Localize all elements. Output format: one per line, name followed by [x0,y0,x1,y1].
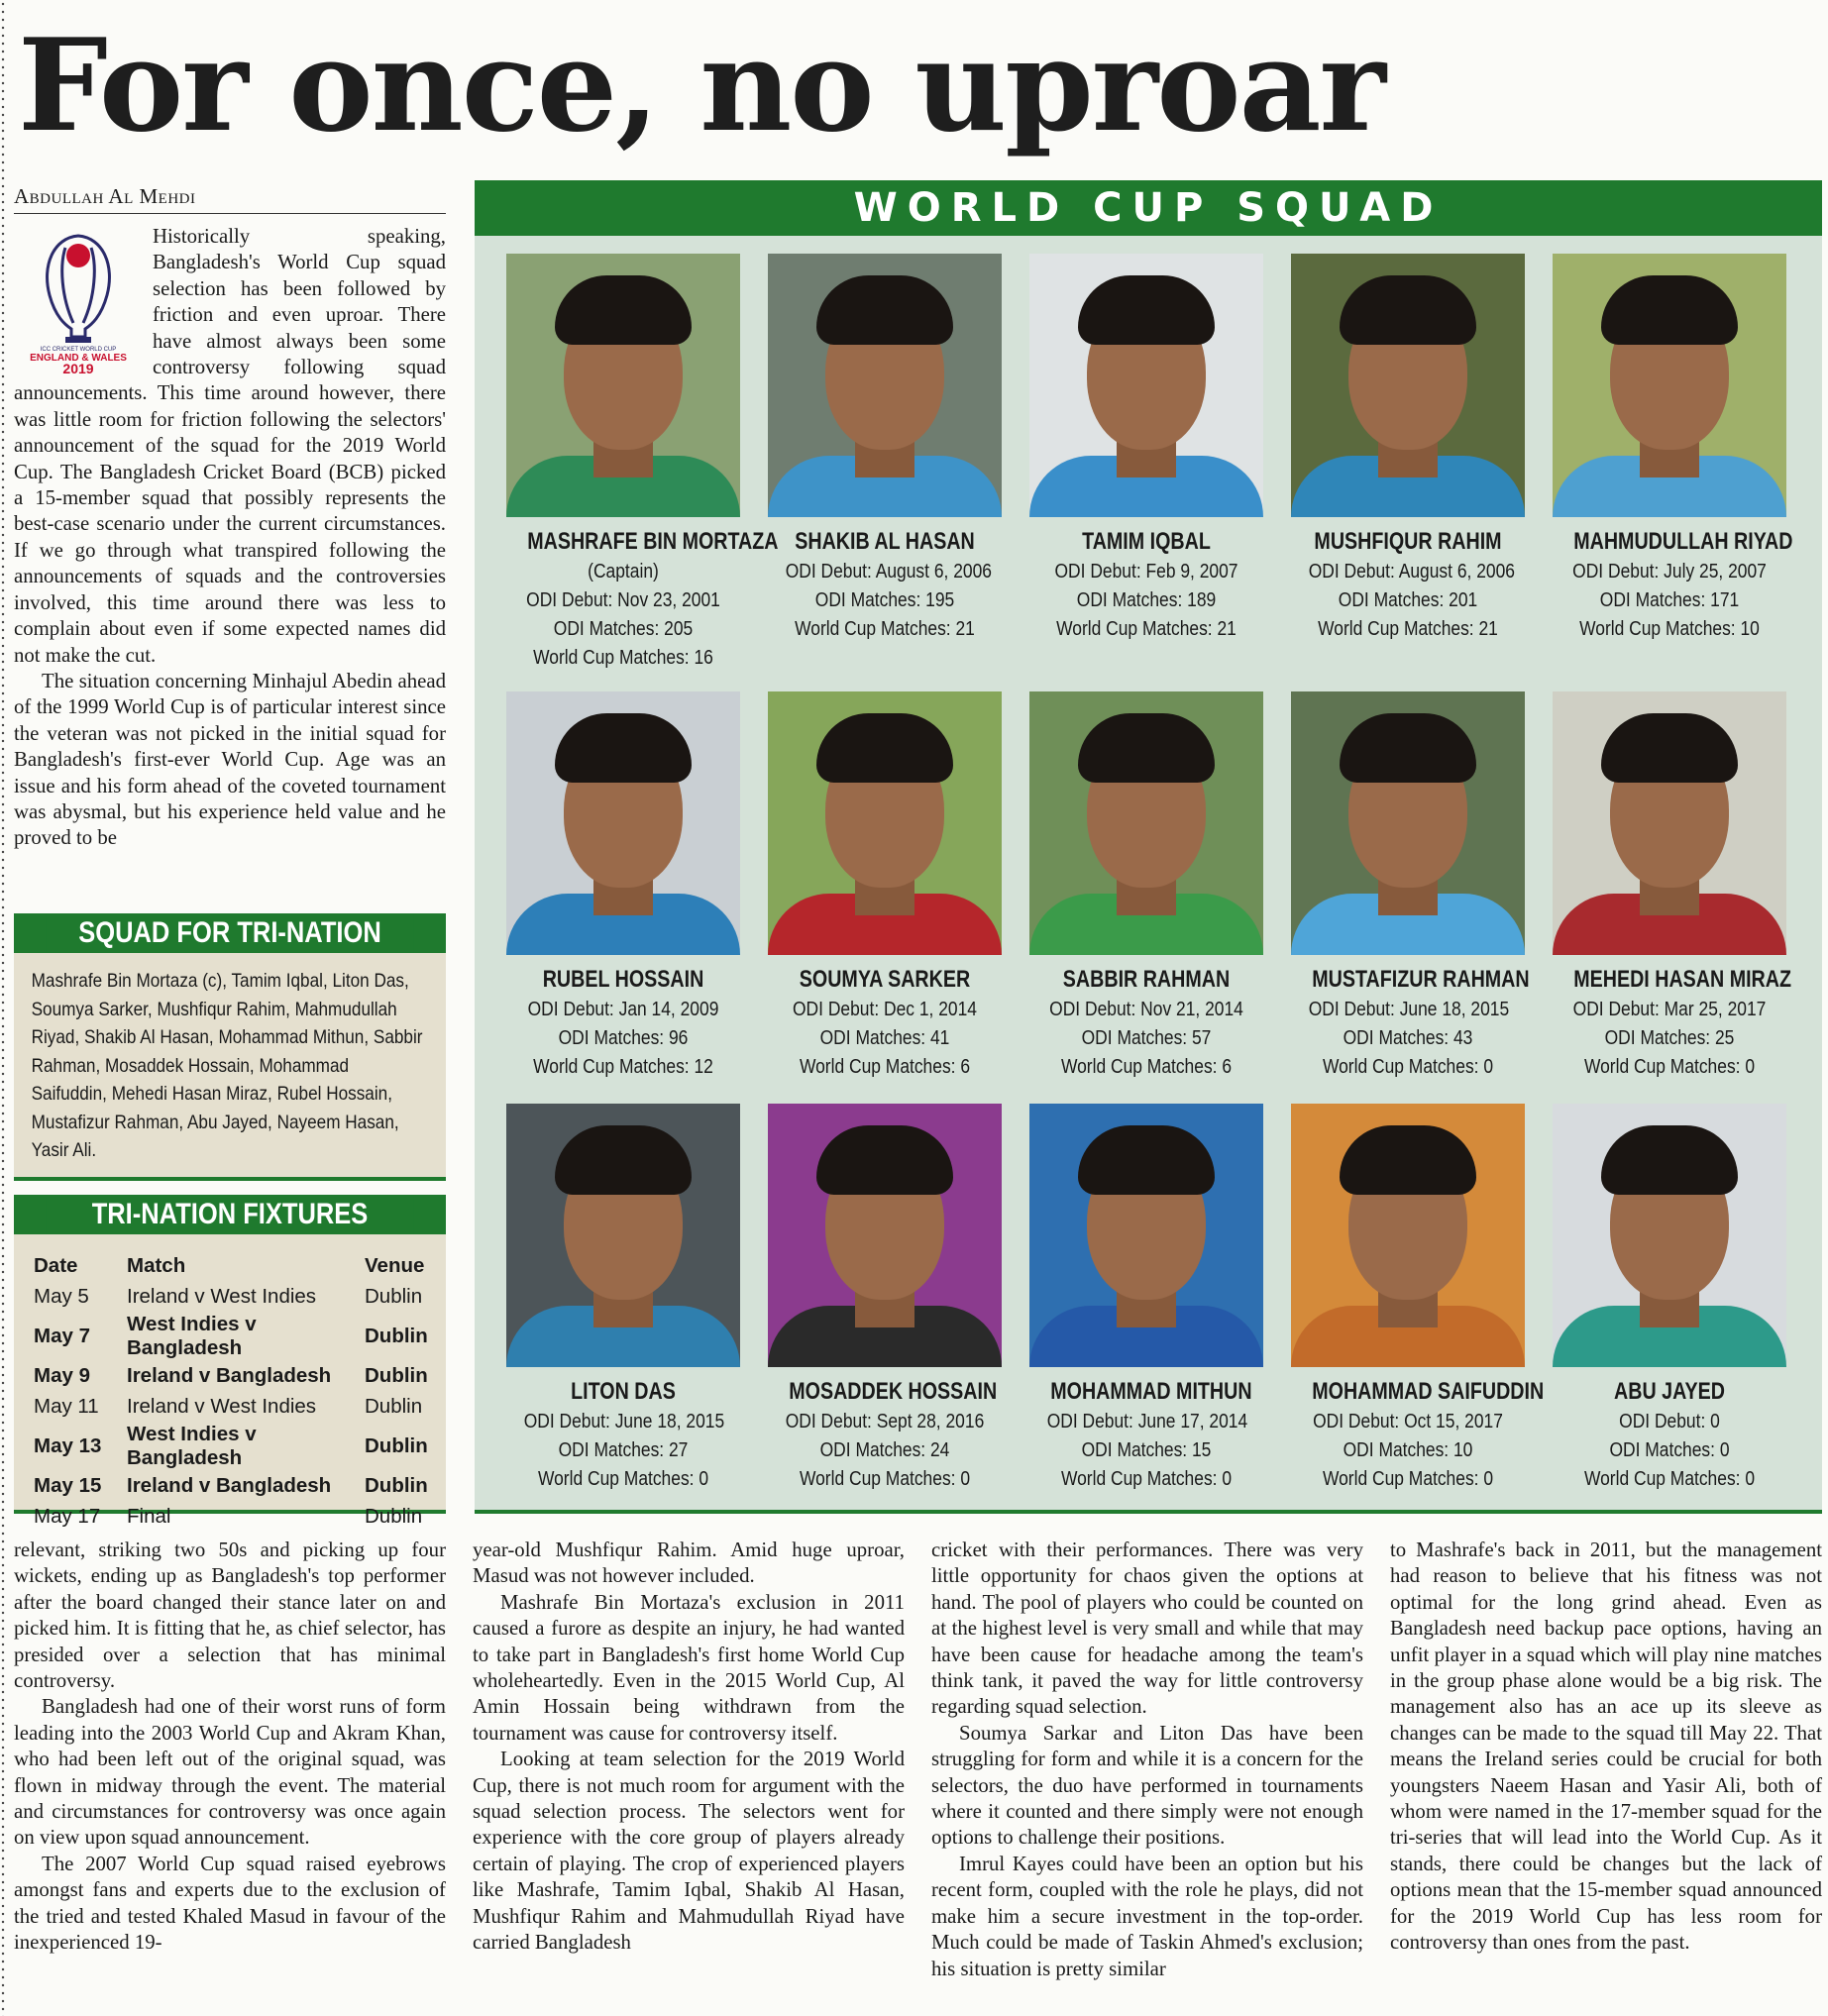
player-photo [1291,1104,1525,1367]
world-cup-logo [14,226,143,374]
player-stat-line: ODI Debut: Dec 1, 2014 [793,998,977,1020]
player-stat-line: World Cup Matches: 12 [533,1055,713,1078]
player-stat-line: World Cup Matches: 0 [1583,1467,1756,1490]
fixture-row [34,1360,438,1392]
player-photo [1029,254,1263,517]
player-card [506,1104,740,1493]
article-column-4 [1390,1538,1822,1957]
player-card [1553,691,1791,1081]
player-stat-line: ODI Debut: August 6, 2006 [1308,560,1515,583]
col3-paragraph-3: Imrul Kayes could have been an option but his recent form, coupled with the role he plays, did not make him a secure investment in the top-order. Much could be made of Taskin Ahmed's exclusion; his situation is pretty similar [931,1852,1363,1980]
fixture-venue: Dublin [365,1434,428,1457]
squad-box-title: SQUAD FOR TRI-NATION [47,913,414,953]
player-card [1291,691,1530,1081]
player-photo [506,691,740,955]
fixture-match: Final [127,1505,171,1529]
player-stat-line: ODI Matches: 41 [819,1026,950,1049]
player-stat-line: ODI Debut: Oct 15, 2017 [1313,1410,1503,1432]
player-photo [768,254,1002,517]
player-name: MOHAMMAD MITHUN [1050,1378,1252,1405]
player-stat-line: World Cup Matches: 0 [799,1467,971,1490]
player-stat-line: ODI Matches: 57 [1081,1026,1212,1049]
fixture-venue: Dublin [365,1285,423,1309]
player-stat-line: ODI Matches: 15 [1081,1438,1212,1461]
fixture-venue: Dublin [365,1325,428,1347]
fixtures-header-venue: Venue [365,1253,425,1277]
player-stat-line: ODI Matches: 189 [1076,588,1217,611]
player-stat-line: World Cup Matches: 6 [1060,1055,1233,1078]
tri-nation-fixtures-box [14,1195,446,1529]
player-card [506,254,779,672]
fixture-venue: Dublin [365,1395,423,1419]
fixtures-header-match: Match [127,1253,186,1277]
player-photo [768,1104,1002,1367]
col3-paragraph-1: cricket with their performances. There was very little opportunity for chaos given the options at hand. The pool of players who could be counted on at the highest level is very small and while that may have been cause for headache among the team's think tank, it paved the way for little controversy regarding squad selection. [931,1539,1363,1719]
player-photo [1291,691,1525,955]
world-cup-squad-panel [475,180,1822,1514]
player-name: MAHMUDULLAH RIYAD [1573,528,1793,555]
col1-paragraph-1: relevant, striking two 50s and picking up four wickets, ending up as Bangladesh's top performer after the board changed their stance later on and picked him. It is fitting that he, as chief selector, has presided over a selection that has minimal controversy. [14,1539,446,1693]
player-stat-line: ODI Debut: June 18, 2015 [523,1410,725,1432]
player-stat-line: ODI Debut: 0 [1619,1410,1720,1432]
player-stat-line: World Cup Matches: 0 [1060,1467,1233,1490]
article-column-3 [931,1538,1363,1982]
squad-panel-title: WORLD CUP SQUAD [475,180,1822,236]
player-name: MOSADDEK HOSSAIN [789,1378,998,1405]
fixtures-title: TRI-NATION FIXTURES [47,1195,414,1234]
fixture-match: Ireland v Bangladesh [127,1363,332,1387]
fixture-match: Ireland v West Indies [127,1395,317,1419]
player-stat-line: World Cup Matches: 0 [1322,1467,1494,1490]
player-card [768,1104,1002,1493]
player-stat-line: ODI Debut: Nov 23, 2001 [526,588,720,611]
player-stat-line: ODI Debut: Feb 9, 2007 [1054,560,1238,583]
player-name: MUSHFIQUR RAHIM [1314,528,1502,555]
fixture-match: Ireland v West Indies [127,1285,317,1309]
player-card [1029,254,1263,643]
player-stat-line: World Cup Matches: 10 [1579,617,1760,640]
player-name: MUSTAFIZUR RAHMAN [1312,966,1530,993]
player-card [768,691,1002,1081]
player-stat-line: ODI Debut: Nov 21, 2014 [1049,998,1243,1020]
logo-line-2: ENGLAND & WALES [30,353,127,364]
article-column-1 [14,1538,446,1957]
fixture-venue: Dublin [365,1473,428,1497]
col2-paragraph-2: Mashrafe Bin Mortaza's exclusion in 2011 caused a furore as despite an injury, he had wanted to take part in Bangladesh's first home World Cup wholeheartedly. Even in the 2015 World Cup, Al Amin Hossain being withdrawn from the tournament was cause for controversy itself. [473,1590,905,1745]
player-card [1553,1104,1786,1493]
fixture-venue: Dublin [365,1505,423,1529]
player-name: LITON DAS [571,1378,676,1405]
article-column-2 [473,1538,905,1957]
player-photo [506,1104,740,1367]
fixture-venue: Dublin [365,1363,428,1387]
fixture-row [34,1502,438,1534]
col1-paragraph-3: The 2007 World Cup squad raised eyebrows amongst fans and experts due to the exclusion of the tried and tested Khaled Masud in favour of the inexperienced 19- [14,1852,446,1955]
intro-paragraph-1: Historically speaking, Bangladesh's World Cup squad selection has been followed by friction and even uproar. There have almost always been some controversy following squad announcements. This time around however, there was little room for friction following the selectors' announcement of the squad for the 2019 World Cup. The Bangladesh Cricket Board (BCB) picked a 15-member squad that possibly represents the best-case scenario under the current circumstances. If we go through what transpired following the announcements of squads and the controversies involved, this time around there was less to complain about even if some expected names did not make the cut. [14,225,446,667]
player-name: ABU JAYED [1614,1378,1725,1405]
player-name: RUBEL HOSSAIN [542,966,704,993]
squad-box-text: Mashrafe Bin Mortaza (c), Tamim Iqbal, Liton Das, Soumya Sarker, Mushfiqur Rahim, Mahmudullah Riyad, Shakib Al Hasan, Mohammad Mithun, Sabbir Rahman, Mosaddek Hossain, Mohammad Saifuddin, Mehedi Hasan Miraz, Rubel Hossain, Mustafizur Rahman, Abu Jayed, Nayeem Hasan, Yasir Ali. [31,970,423,1161]
player-photo [1291,254,1525,517]
col2-paragraph-3: Looking at team selection for the 2019 World Cup, there is not much room for argument with the squad selection process. The selectors went for experience with the core group of players already certain of playing. The crop of experienced players like Mashrafe, Tamim Iqbal, Shakib Al Hasan, Mushfiqur Rahim and Mahmudullah Riyad have carried Bangladesh [473,1748,905,1955]
player-stat-line: World Cup Matches: 6 [799,1055,971,1078]
fixture-date: May 17 [34,1505,101,1529]
fixture-row [34,1282,438,1314]
player-stat-line: World Cup Matches: 0 [537,1467,709,1490]
player-name: MEHEDI HASAN MIRAZ [1573,966,1791,993]
fixture-match: West Indies v Bangladesh [127,1313,257,1359]
fixture-row [34,1470,438,1502]
col1-paragraph-2: Bangladesh had one of their worst runs of form leading into the 2003 World Cup and Akram Khan, who had been left out of the original squad, was flown in midway through the event. The material and circumstances for controversy was once again on view upon squad announcement. [14,1695,446,1850]
player-card [1291,254,1525,643]
player-photo [1029,691,1263,955]
fixture-date: May 7 [34,1325,90,1347]
player-stat-line: ODI Matches: 43 [1343,1026,1473,1049]
player-stat-line: ODI Matches: 27 [558,1438,689,1461]
fixtures-header-date: Date [34,1253,78,1277]
col3-paragraph-2: Soumya Sarkar and Liton Das have been struggling for form and while it is a concern for the selectors, the duo have performed in tournaments where it counted and there simply were not enough options to challenge their positions. [931,1721,1363,1850]
page-margin-rule [0,0,6,2016]
player-stat-line: ODI Debut: June 17, 2014 [1046,1410,1248,1432]
fixture-date: May 15 [34,1473,102,1497]
player-stat-line: ODI Matches: 96 [558,1026,689,1049]
player-stat-line: World Cup Matches: 21 [1056,617,1237,640]
player-card [1553,254,1793,643]
squad-for-tri-nation-box [14,913,446,1181]
player-photo [1029,1104,1263,1367]
player-stat-line: ODI Debut: June 18, 2015 [1308,998,1510,1020]
player-photo [1553,691,1786,955]
fixture-row [34,1392,438,1424]
player-stat-line: ODI Debut: August 6, 2006 [785,560,992,583]
player-name: SOUMYA SARKER [799,966,971,993]
player-photo [768,691,1002,955]
player-stat-line: ODI Debut: Sept 28, 2016 [785,1410,985,1432]
fixture-match: West Indies v Bangladesh [127,1423,257,1469]
player-card [506,691,740,1081]
logo-line-1: ICC CRICKET WORLD CUP [40,347,117,353]
player-name: SHAKIB AL HASAN [795,528,975,555]
player-card [1291,1104,1545,1493]
player-name: TAMIM IQBAL [1082,528,1211,555]
fixture-match: Ireland v Bangladesh [127,1473,332,1497]
fixture-date: May 9 [34,1363,90,1387]
player-stat-line: ODI Matches: 171 [1599,588,1740,611]
player-stat-line: ODI Debut: July 25, 2007 [1572,560,1767,583]
player-stat-line: ODI Matches: 25 [1604,1026,1735,1049]
intro-paragraph-2: The situation concerning Minhajul Abedin ahead of the 1999 World Cup is of particular interest since the veteran was not picked in the initial squad for Bangladesh's first-ever World Cup. Age was an issue and his form ahead of the coveted tournament was abysmal, but his experience held value and he proved to be [14,669,446,850]
player-stat-line: World Cup Matches: 21 [795,617,975,640]
player-stat-line: World Cup Matches: 16 [533,646,713,669]
fixture-row [34,1423,438,1470]
byline: Abdullah Al Mehdi [14,184,446,214]
player-stat-line: World Cup Matches: 0 [1583,1055,1756,1078]
headline: For once, no uproar [18,12,1384,160]
player-stat-line: World Cup Matches: 21 [1318,617,1498,640]
fixture-date: May 5 [34,1285,89,1309]
logo-line-3: 2019 [62,361,94,374]
col2-paragraph-1: year-old Mushfiqur Rahim. Amid huge uproar, Masud was not however included. [473,1539,905,1588]
player-stat-line: ODI Matches: 24 [819,1438,950,1461]
fixtures-table [34,1250,438,1533]
player-stat-line: ODI Debut: Jan 14, 2009 [527,998,719,1020]
player-stat-line: ODI Matches: 195 [814,588,955,611]
fixture-date: May 11 [34,1395,99,1419]
player-stat-line: ODI Matches: 205 [553,617,694,640]
player-photo [506,254,740,517]
player-photo [1553,1104,1786,1367]
player-stat-line: ODI Matches: 10 [1343,1438,1473,1461]
player-stat-line: World Cup Matches: 0 [1322,1055,1494,1078]
player-name: MOHAMMAD SAIFUDDIN [1312,1378,1545,1405]
col4-paragraph-1: to Mashrafe's back in 2011, but the management had reason to believe that his fitness was not optimal for the long grind ahead. Even as Bangladesh need backup pace options, having an unfit player in a squad which will play nine matches in the group phase alone would be a big risk. The management also has an ace up its sleeve as changes can be made to the squad till May 22. That means the Ireland series could be crucial for both youngsters Naeem Hasan and Yasir Ali, both of whom were named in the 17-member squad for the tri-series that will lead into the World Cup. As it stands, there could be changes but the lack of options mean that the 15-member squad announced for the 2019 World Cup has less room for controversy than ones from the past. [1390,1539,1822,1955]
player-stat-line: ODI Matches: 0 [1609,1438,1730,1461]
player-name: SABBIR RAHMAN [1062,966,1231,993]
player-card [1029,1104,1263,1493]
fixture-date: May 13 [34,1434,102,1457]
player-stat-line: ODI Debut: Mar 25, 2017 [1572,998,1767,1020]
player-card [768,254,1002,643]
player-name: MASHRAFE BIN MORTAZA [527,528,779,555]
fixture-row [34,1313,438,1360]
player-photo [1553,254,1786,517]
player-stat-line: ODI Matches: 201 [1338,588,1478,611]
player-card [1029,691,1263,1081]
player-stat-line: (Captain) [588,560,659,583]
